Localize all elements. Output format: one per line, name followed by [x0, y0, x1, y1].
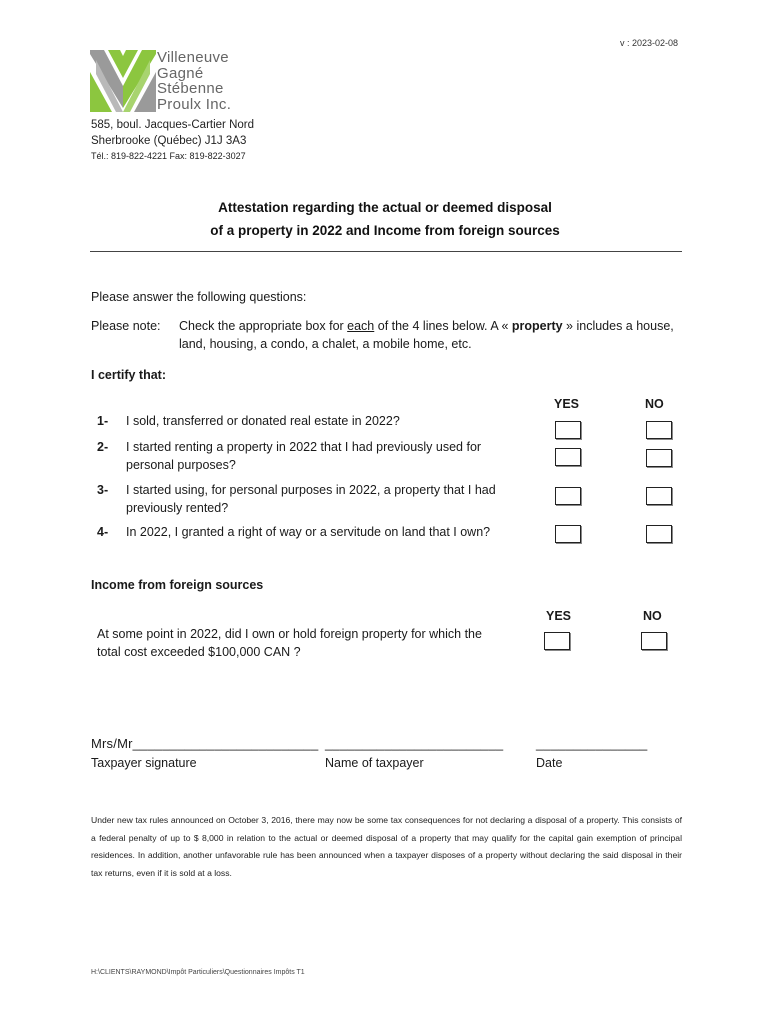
item-3-yes-checkbox[interactable] — [555, 487, 581, 505]
note-text-bold: property — [511, 319, 563, 333]
item-2-text: I started renting a property in 2022 that I had previously used for personal purposes? — [126, 440, 482, 472]
item-3-number: 3- — [97, 483, 109, 497]
item-4-number: 4- — [97, 525, 109, 539]
note-text-part-3: » includes a house, land, housing, a condo, a chalet, a mobile home, etc. — [179, 319, 674, 351]
date-label: Date — [536, 756, 563, 770]
item-1-yes-checkbox[interactable] — [555, 421, 581, 439]
note-text — [179, 317, 684, 353]
item-4-yes-checkbox[interactable] — [555, 525, 581, 543]
item-1-text: I sold, transferred or donated real estate in 2022? — [126, 414, 400, 428]
certify-heading: I certify that: — [91, 368, 167, 382]
taxpayer-name-line[interactable]: ________________________ — [325, 736, 504, 751]
file-path-footer: H:\CLIENTS\RAYMOND\Impôt Particuliers\Questionnaires Impôts T1 — [91, 969, 305, 976]
document-title — [90, 196, 680, 242]
foreign-no-header: NO — [643, 609, 662, 623]
company-address — [91, 118, 254, 165]
title-line-1: Attestation regarding the actual or deemed disposal — [218, 200, 552, 215]
address-city: Sherbrooke (Québec) J1J 3A3 — [91, 134, 247, 147]
foreign-heading: Income from foreign sources — [91, 578, 264, 592]
foreign-no-checkbox[interactable] — [641, 632, 667, 650]
note-text-underlined: each — [347, 319, 375, 333]
signature-line[interactable]: Mrs/Mr_________________________ — [91, 736, 319, 751]
item-2-number: 2- — [97, 440, 109, 454]
logo-line-4: Proulx Inc. — [157, 95, 232, 113]
foreign-question: At some point in 2022, did I own or hold foreign property for which the total cost exceeded $100,000 CAN ? — [97, 627, 482, 659]
signature-label: Taxpayer signature — [91, 756, 197, 770]
note-text-part-1: Check the appropriate box for — [179, 319, 348, 333]
logo-line-2: Gagné — [157, 64, 204, 82]
note-text-part-2: of the 4 lines below. A « — [374, 319, 512, 333]
item-1-no-checkbox[interactable] — [646, 421, 672, 439]
version-date: v : 2023-02-08 — [620, 38, 679, 48]
address-phone: Tél.: 819-822-4221 Fax: 819-822-3027 — [91, 151, 246, 161]
logo-mark — [90, 50, 156, 112]
intro-text: Please answer the following questions: — [91, 290, 307, 304]
legal-notice: Under new tax rules announced on October 3, 2016, there may now be some tax consequences for not declaring a disposal of a property. This consists of a federal penalty of up to $ 8,000 in relation to the actual or deemed disposal of a property that may qualify for the capital gain exemption of principal residences. In addition, another unfavorable rule has been announced when a taxpayer disposes of a property without declaring the said disposal in their tax returns, even if it is sold at a loss. — [91, 815, 682, 878]
foreign-yes-header: YES — [546, 609, 572, 623]
address-street: 585, boul. Jacques-Cartier Nord — [91, 119, 254, 131]
logo-line-1: Villeneuve — [157, 49, 229, 66]
item-3-no-checkbox[interactable] — [646, 487, 672, 505]
certify-no-header: NO — [645, 397, 664, 411]
date-line[interactable]: _______________ — [536, 736, 648, 751]
foreign-yes-checkbox[interactable] — [544, 632, 570, 650]
item-4-no-checkbox[interactable] — [646, 525, 672, 543]
item-2-no-checkbox[interactable] — [646, 449, 672, 467]
taxpayer-name-label: Name of taxpayer — [325, 756, 424, 770]
logo-line-3: Stébenne — [157, 80, 224, 97]
title-line-2: of a property in 2022 and Income from foreign sources — [210, 223, 560, 238]
item-2-yes-checkbox[interactable] — [555, 448, 581, 466]
item-1-number: 1- — [97, 414, 109, 428]
item-4-text: In 2022, I granted a right of way or a servitude on land that I own? — [126, 525, 491, 539]
note-label: Please note: — [91, 319, 161, 333]
certify-yes-header: YES — [554, 397, 580, 411]
item-3-text: I started using, for personal purposes in 2022, a property that I had previously rented? — [126, 483, 496, 515]
logo-wordmark — [157, 50, 231, 112]
title-divider — [90, 251, 682, 252]
